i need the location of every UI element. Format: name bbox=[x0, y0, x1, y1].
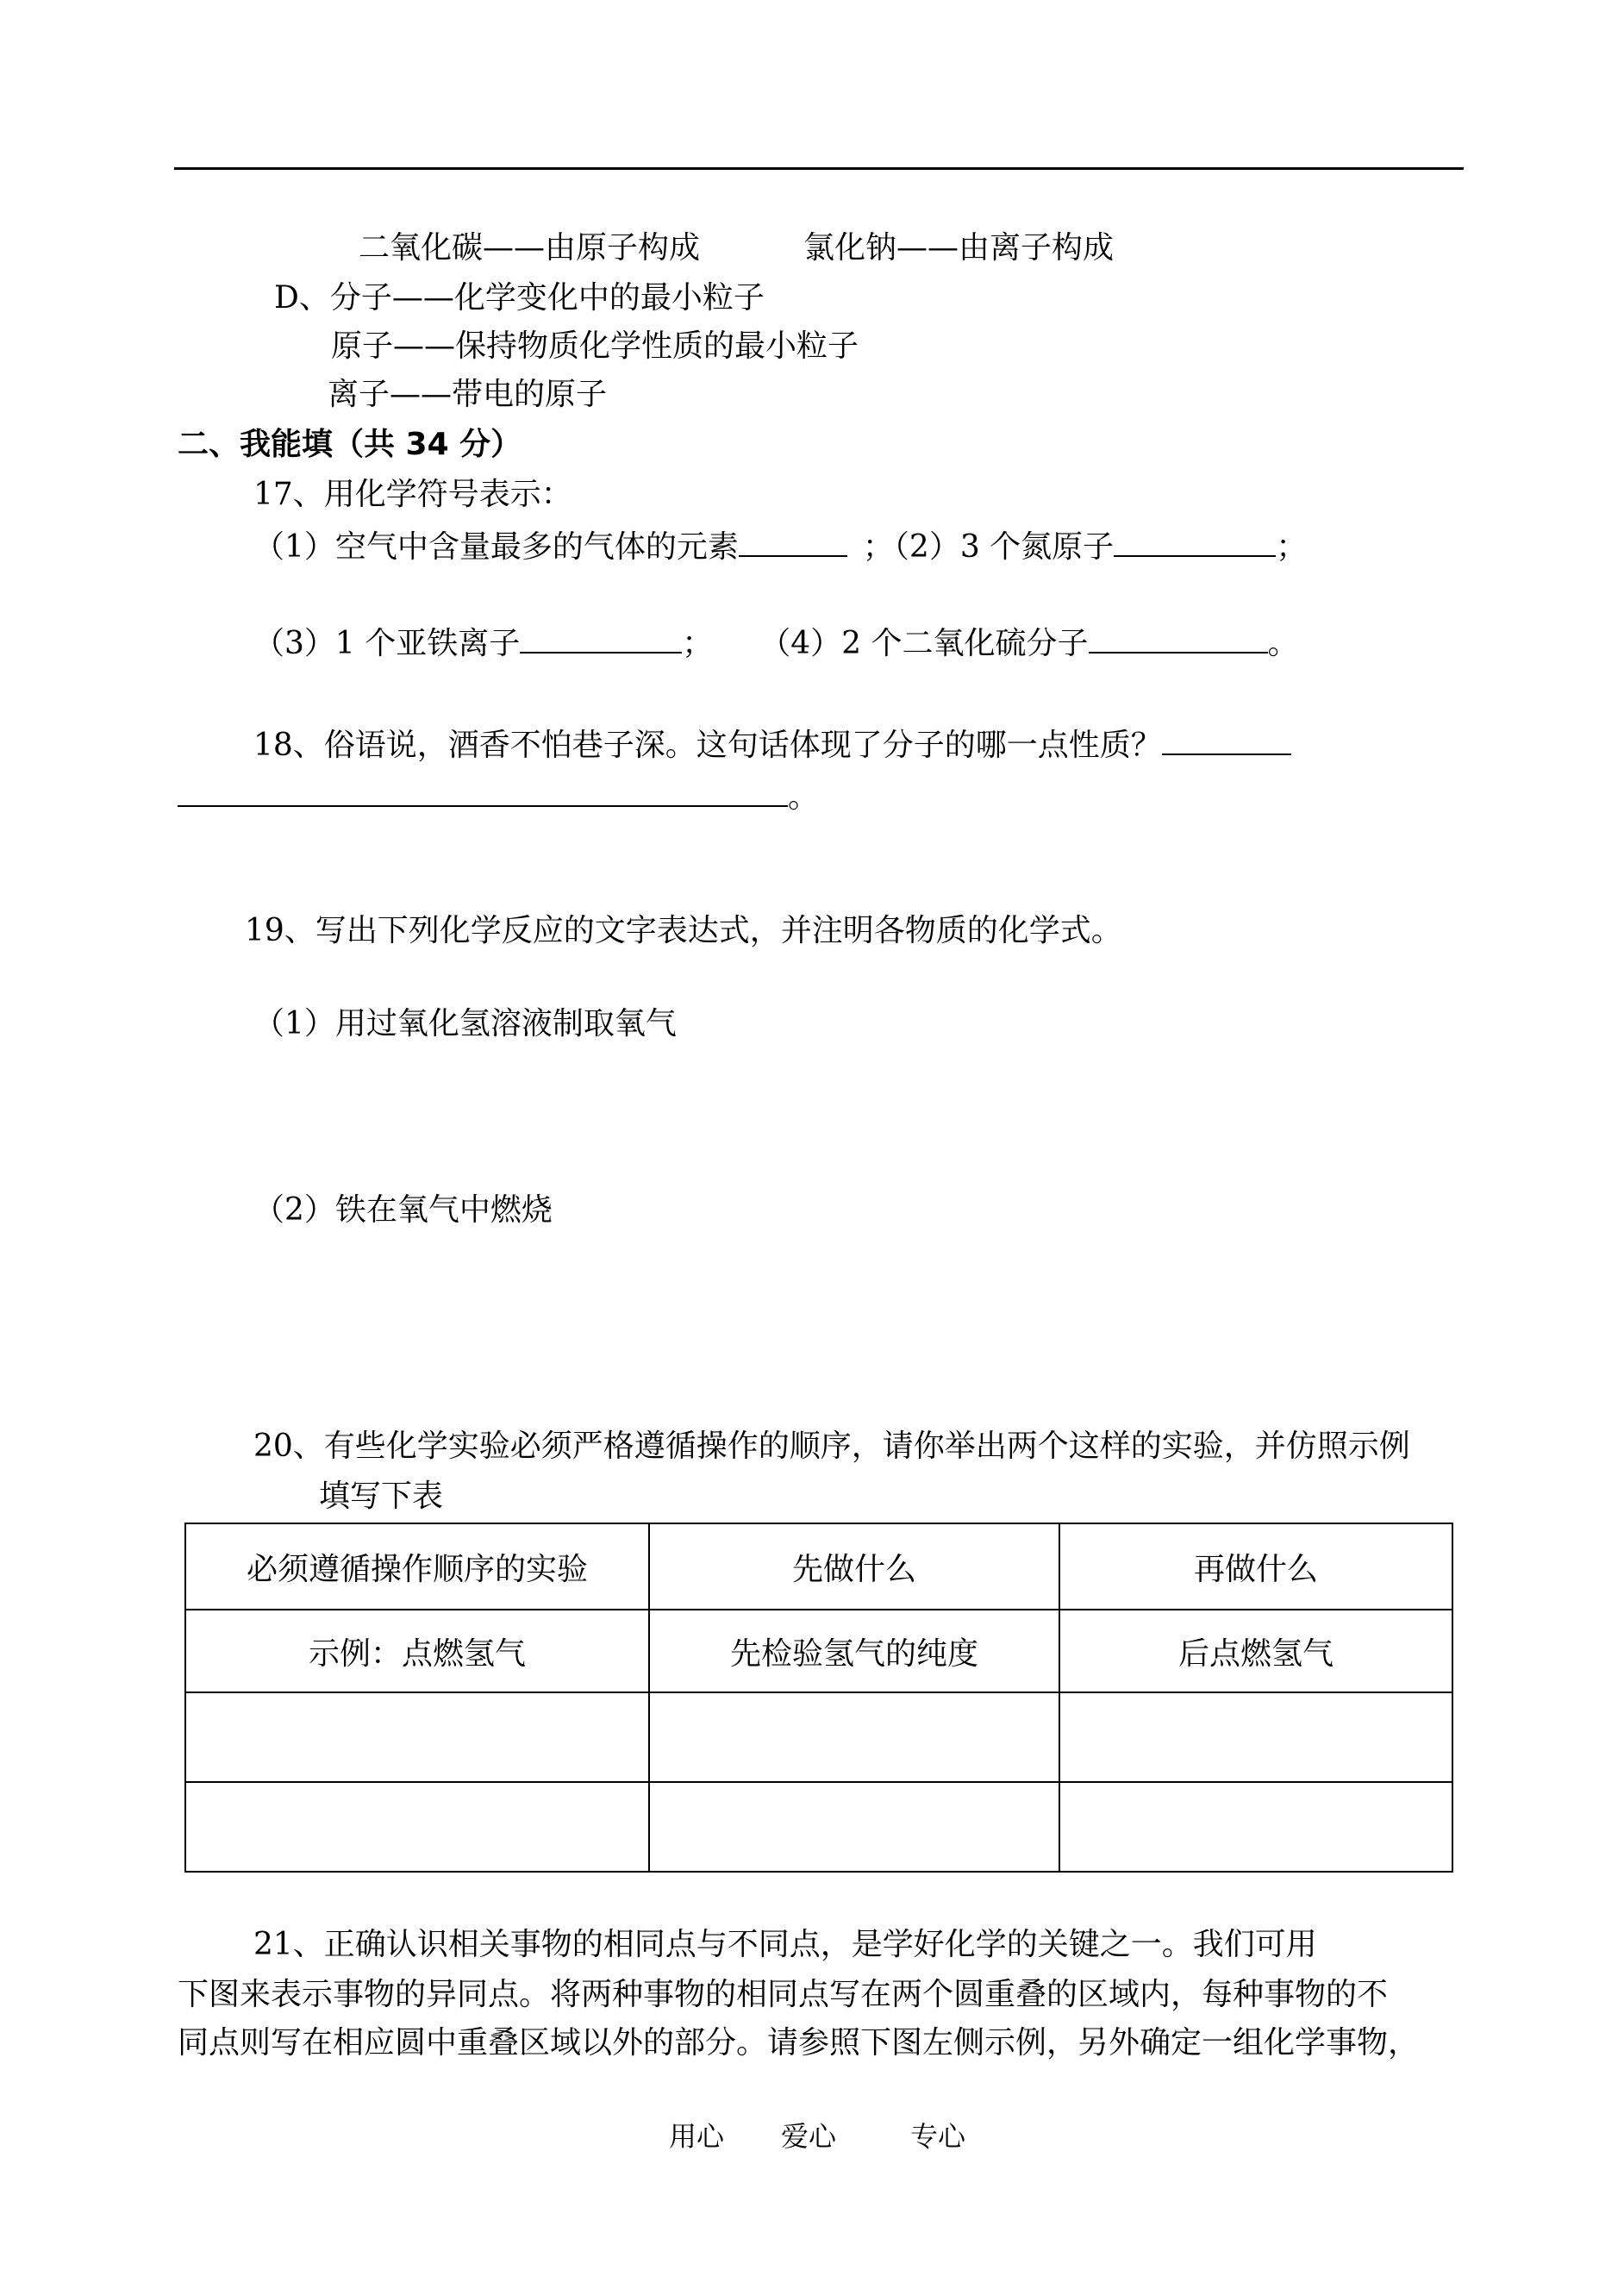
q17-p3-end: ； bbox=[682, 626, 714, 661]
q18-blank-2[interactable] bbox=[178, 776, 788, 807]
q17-p2-blank[interactable] bbox=[1114, 526, 1276, 557]
table-header-cell: 先做什么 bbox=[649, 1523, 1059, 1610]
table-answer-cell[interactable] bbox=[185, 1782, 649, 1872]
q18-blank-1[interactable] bbox=[1162, 724, 1291, 755]
q17-p4-blank[interactable] bbox=[1089, 622, 1268, 653]
q17-p1-blank[interactable] bbox=[739, 526, 847, 557]
footer-text-2: 爱心 bbox=[781, 2120, 837, 2153]
q17-p1-end: ； bbox=[862, 529, 894, 565]
table-cell: 先检验氢气的纯度 bbox=[649, 1610, 1059, 1692]
table-header-cell: 再做什么 bbox=[1059, 1523, 1452, 1610]
table-answer-cell[interactable] bbox=[1059, 1692, 1452, 1782]
q17-p1-label: （1）空气中含量最多的气体的元素 bbox=[253, 529, 739, 565]
table-cell: 后点燃氢气 bbox=[1059, 1610, 1452, 1692]
table-row bbox=[185, 1692, 1452, 1782]
section-heading: 二、我能填（共 34 分） bbox=[178, 427, 522, 462]
table-header-cell: 必须遵循操作顺序的实验 bbox=[185, 1523, 649, 1610]
q19-stem: 19、写出下列化学反应的文字表达式，并注明各物质的化学式。 bbox=[245, 913, 1122, 948]
q21-line1: 21、正确认识相关事物的相同点与不同点，是学好化学的关键之一。我们可用 bbox=[253, 1927, 1317, 1962]
q17-p2-label: （2）3 个氮原子 bbox=[893, 529, 1115, 565]
table-cell: 示例：点燃氢气 bbox=[185, 1610, 649, 1692]
experiment-table bbox=[184, 1523, 1453, 1873]
q21-line3: 同点则写在相应圆中重叠区域以外的部分。请参照下图左侧示例，另外确定一组化学事物， bbox=[178, 2025, 1420, 2060]
header-rule bbox=[174, 167, 1464, 170]
option-d-line3: 离子——带电的原子 bbox=[328, 377, 608, 412]
option-c-line2-right: 氯化钠——由离子构成 bbox=[803, 230, 1115, 266]
q17-p3-blank[interactable] bbox=[520, 622, 682, 653]
q17-p3-label: （3）1 个亚铁离子 bbox=[253, 626, 521, 661]
footer-text-1: 用心 bbox=[669, 2120, 725, 2153]
option-c-line2-left: 二氧化碳——由原子构成 bbox=[359, 230, 701, 266]
q18-stem: 18、俗语说，酒香不怕巷子深。这句话体现了分子的哪一点性质？ bbox=[253, 728, 1162, 763]
q19-p2: （2）铁在氧气中燃烧 bbox=[253, 1192, 553, 1228]
table-example-row bbox=[185, 1610, 1452, 1692]
q18-line2 bbox=[178, 776, 819, 816]
option-d-line2: 原子——保持物质化学性质的最小粒子 bbox=[331, 328, 859, 364]
q17-row1 bbox=[253, 526, 1307, 566]
table-row bbox=[185, 1782, 1452, 1872]
q17-p4-end: 。 bbox=[1267, 626, 1299, 661]
table-answer-cell[interactable] bbox=[1059, 1782, 1452, 1872]
table-answer-cell[interactable] bbox=[649, 1692, 1059, 1782]
table-header-row bbox=[185, 1523, 1452, 1610]
table-answer-cell[interactable] bbox=[649, 1782, 1059, 1872]
q17-stem: 17、用化学符号表示： bbox=[253, 477, 572, 512]
q21-line2: 下图来表示事物的异同点。将两种事物的相同点写在两个圆重叠的区域内，每种事物的不 bbox=[178, 1977, 1389, 2012]
q19-p1: （1）用过氧化氢溶液制取氧气 bbox=[253, 1006, 677, 1041]
q17-p4-label: （4）2 个二氧化硫分子 bbox=[775, 626, 1089, 661]
q18-line1 bbox=[253, 724, 1291, 765]
option-d-line1: D、分子——化学变化中的最小粒子 bbox=[274, 280, 765, 316]
q17-p2-end: ； bbox=[1276, 529, 1308, 565]
footer-text-3: 专心 bbox=[910, 2120, 966, 2153]
table-answer-cell[interactable] bbox=[185, 1692, 649, 1782]
q18-end: 。 bbox=[788, 779, 820, 815]
q17-row2 bbox=[253, 622, 1299, 663]
q20-stem-line1: 20、有些化学实验必须严格遵循操作的顺序，请你举出两个这样的实验，并仿照示例 bbox=[253, 1429, 1410, 1464]
q20-stem-line2: 填写下表 bbox=[319, 1479, 444, 1514]
